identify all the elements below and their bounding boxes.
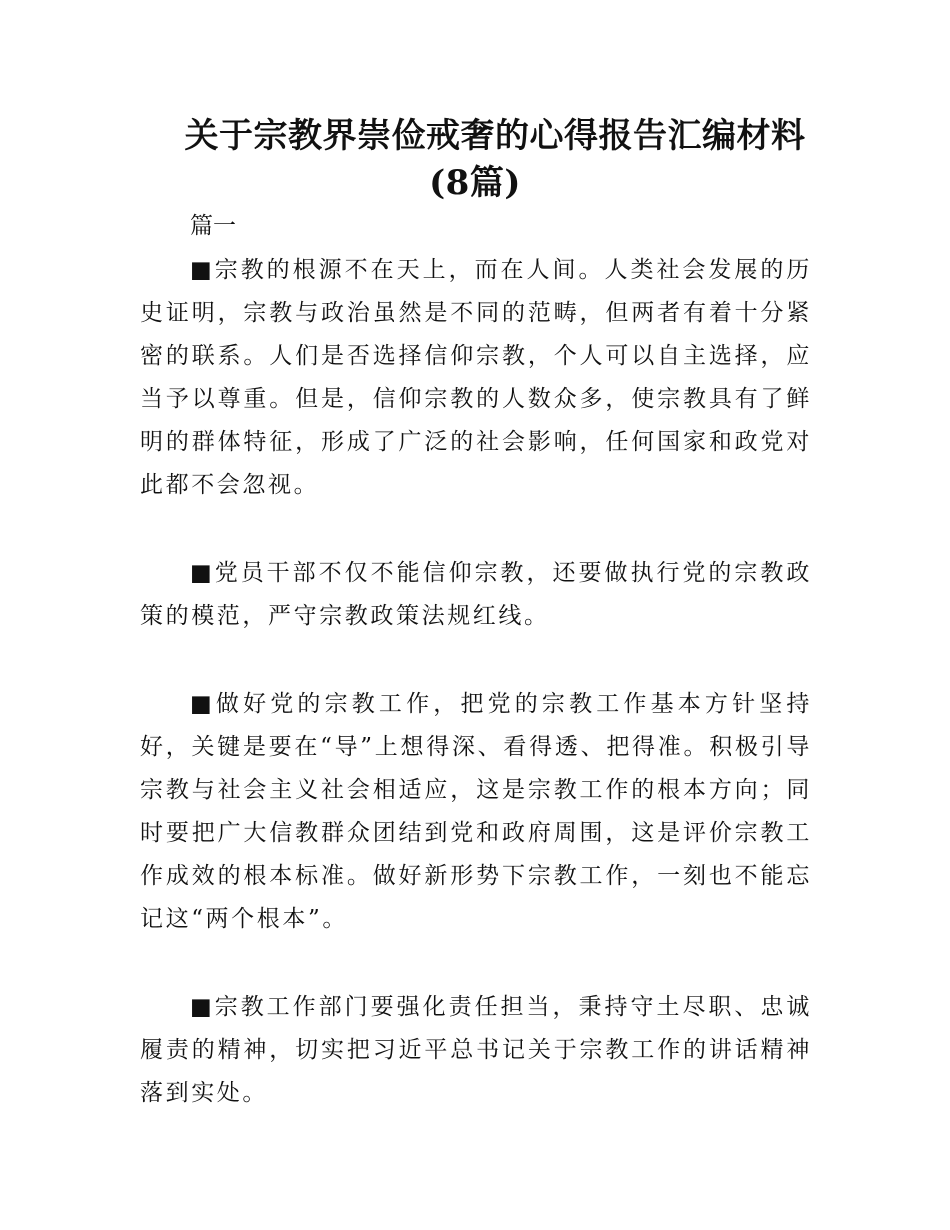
paragraph-3: ■做好党的宗教工作，把党的宗教工作基本方针坚持好，关键是要在“导”上想得深、看得透、把得准。积极引导宗教与社会主义社会相适应，这是宗教工作的根本方向；同时要把广大信教群众团结到党和政府周围，这是评价宗教工作成效的根本标准。做好新形势下宗教工作，一刻也不能忘记这“两个根本”。 (140, 691, 812, 932)
paragraph-1: ■宗教的根源不在天上，而在人间。人类社会发展的历史证明，宗教与政治虽然是不同的范畴，但两者有着十分紧密的联系。人们是否选择信仰宗教，个人可以自主选择，应当予以尊重。但是，信仰宗教的人数众多，使宗教具有了鲜明的群体特征，形成了广泛的社会影响，任何国家和政党对此都不会忽视。 (140, 257, 812, 498)
paragraph-2: ■党员干部不仅不能信仰宗教，还要做执行党的宗教政策的模范，严守宗教政策法规红线。 (140, 560, 812, 629)
document-title-line-2: (8篇) (429, 163, 521, 203)
section-label: 篇一 (190, 213, 236, 239)
paragraph-4: ■宗教工作部门要强化责任担当，秉持守土尽职、忠诚履责的精神，切实把习近平总书记关于宗教工作的讲话精神落到实处。 (140, 994, 812, 1106)
document-title-line-1: 关于宗教界崇俭戒奢的心得报告汇编材料 (184, 116, 806, 156)
